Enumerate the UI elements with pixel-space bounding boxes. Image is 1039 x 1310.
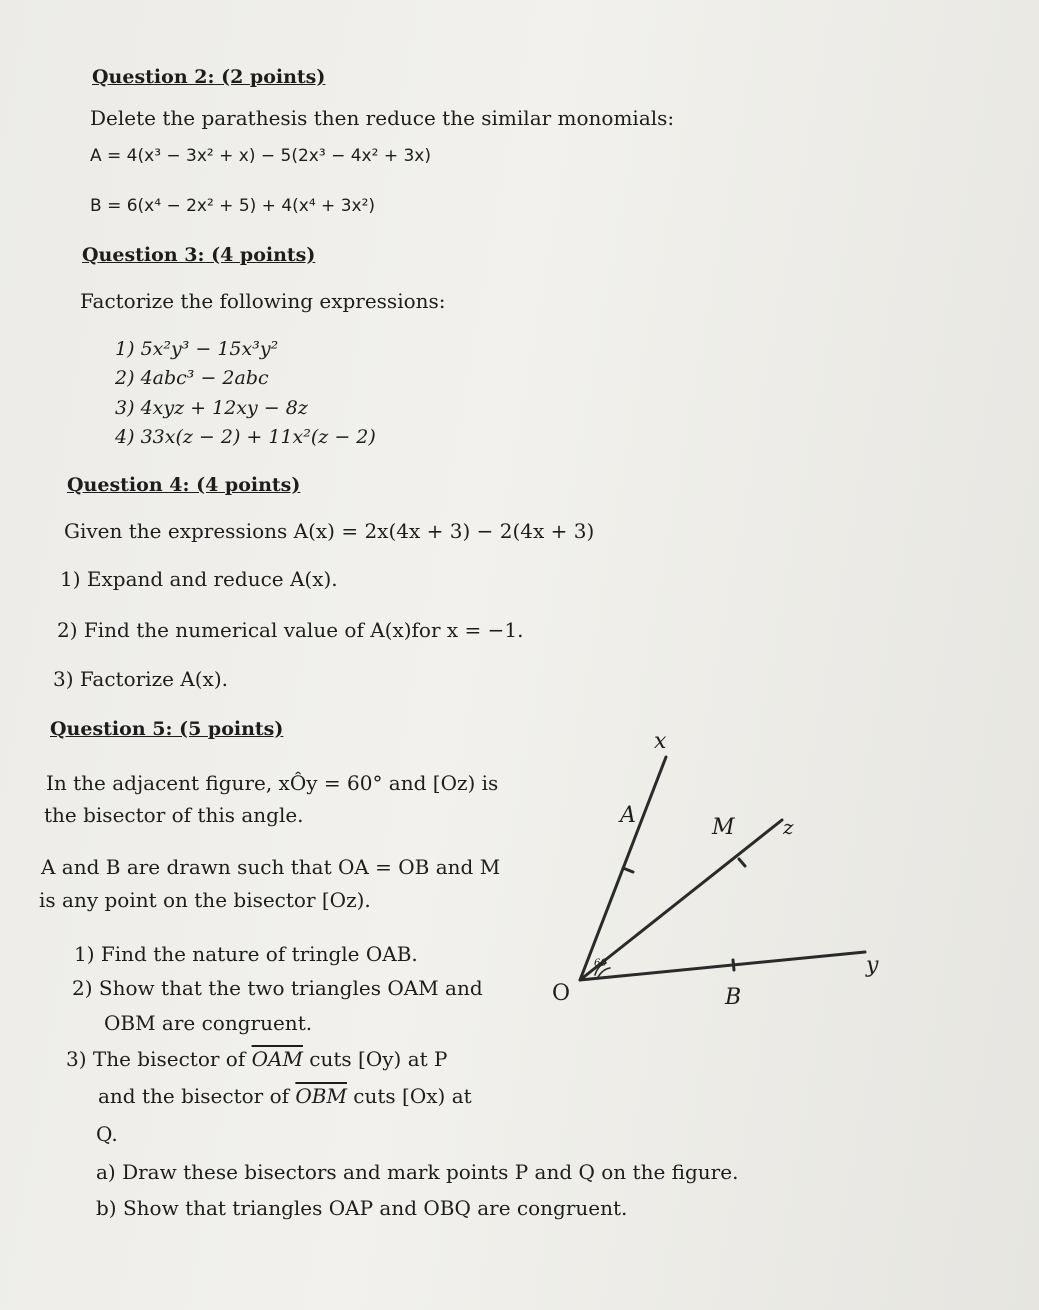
q3-item-expression: 4abc³ − 2abc xyxy=(140,367,269,389)
q5-line-2: the bisector of this angle. xyxy=(44,803,304,827)
q5-part-1: 1) Find the nature of tringle OAB. xyxy=(74,942,418,966)
ray-oy xyxy=(580,952,865,980)
q3-item-number: 1) xyxy=(115,338,135,360)
q3-item-expression: 5x²y³ − 15x³y² xyxy=(140,338,279,360)
angle-arc-2 xyxy=(598,968,610,977)
q5-line-4: is any point on the bisector [Oz). xyxy=(39,888,371,912)
label-y: y xyxy=(866,953,879,978)
q3-item-expression: 33x(z − 2) + 11x²(z − 2) xyxy=(140,426,376,448)
q5-part-3b-text-end: cuts [Ox) at xyxy=(346,1084,472,1108)
q5-part-2b: OBM are congruent. xyxy=(104,1011,313,1035)
q5-part-a: a) Draw these bisectors and mark points P and Q on the figure. xyxy=(96,1160,739,1184)
q3-item-number: 2) xyxy=(115,367,135,389)
angle-mark-60: 60 xyxy=(594,958,607,969)
q5-line-1: In the adjacent figure, xÔy = 60° and [Oz) is xyxy=(46,771,499,795)
q4-part-1: 1) Expand and reduce A(x). xyxy=(60,567,338,591)
label-x: x xyxy=(654,729,667,754)
tick-m xyxy=(739,859,745,866)
q5-line-3: A and B are drawn such that OA = OB and M xyxy=(41,855,501,879)
q2-expression-b: B = 6(x⁴ − 2x² + 5) + 4(x⁴ + 3x²) xyxy=(90,196,376,216)
angle-oam: $\overline{OAM}$ xyxy=(251,1047,303,1071)
q3-heading: Question 3: (4 points) xyxy=(82,244,316,266)
angle-obm: $\overline{OBM}$ xyxy=(295,1084,347,1108)
tick-b xyxy=(733,960,734,970)
label-z: z xyxy=(783,815,794,839)
q4-heading: Question 4: (4 points) xyxy=(67,474,301,496)
q5-part-2a: 2) Show that the two triangles OAM and xyxy=(72,976,483,1000)
label-o: O xyxy=(552,981,571,1006)
q5-part-3a-text: 3) The bisector of xyxy=(66,1047,252,1071)
label-m: M xyxy=(712,815,735,840)
q2-expression-a: A = 4(x³ − 3x² + x) − 5(2x³ − 4x² + 3x) xyxy=(90,146,431,166)
q5-part-3b-text: and the bisector of xyxy=(98,1084,296,1108)
q5-part-3c: Q. xyxy=(96,1122,118,1146)
q4-given: Given the expressions A(x) = 2x(4x + 3) − 2(4x + 3) xyxy=(64,519,595,543)
tick-a xyxy=(623,868,633,872)
q5-part-3a-text-end: cuts [Oy) at P xyxy=(302,1047,448,1071)
q4-part-3: 3) Factorize A(x). xyxy=(53,667,228,691)
q3-item-number: 3) xyxy=(115,397,135,419)
q5-heading: Question 5: (5 points) xyxy=(50,718,284,740)
q3-item-expression: 4xyz + 12xy − 8z xyxy=(140,397,308,419)
q3-item-number: 4) xyxy=(115,426,135,448)
q2-heading: Question 2: (2 points) xyxy=(92,66,326,88)
label-a: A xyxy=(620,803,636,828)
q4-part-2: 2) Find the numerical value of A(x)for x = −1. xyxy=(57,618,524,642)
q3-instruction: Factorize the following expressions: xyxy=(80,289,446,313)
q2-instruction: Delete the parathesis then reduce the similar monomials: xyxy=(90,106,675,130)
q5-part-b: b) Show that triangles OAP and OBQ are congruent. xyxy=(96,1196,628,1220)
label-b: B xyxy=(725,985,742,1010)
